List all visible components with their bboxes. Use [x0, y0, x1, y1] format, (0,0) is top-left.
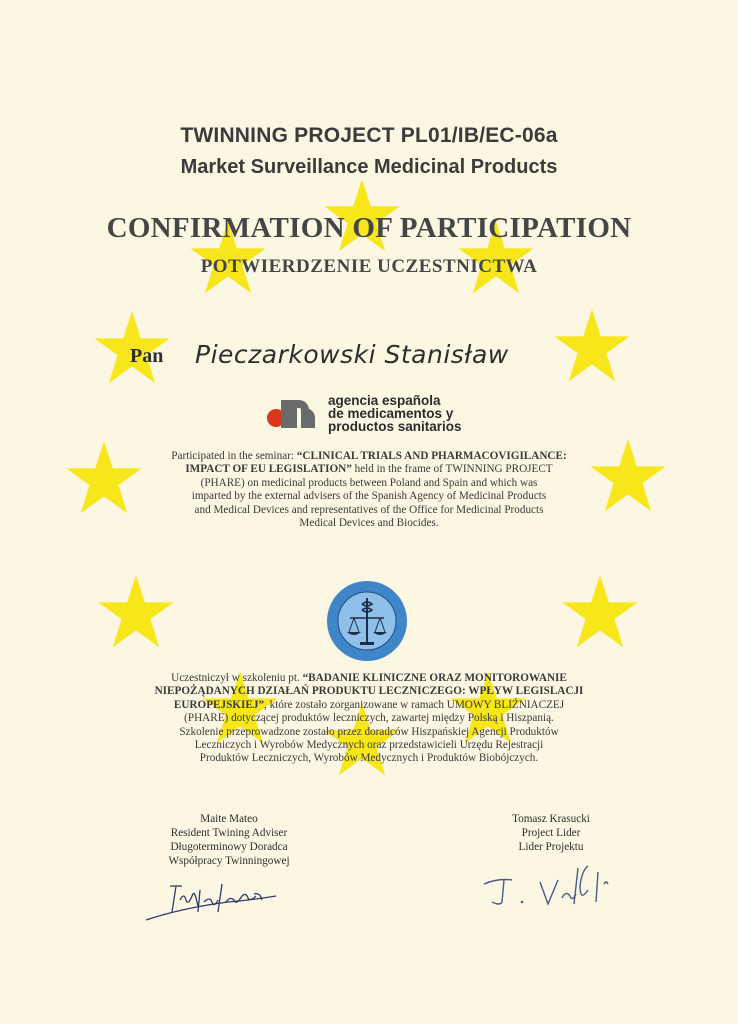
salutation: Pan: [130, 345, 164, 367]
participant-name: Pieczarkowski Stanisław: [195, 340, 509, 369]
agency-name-line1: agencia española: [328, 393, 441, 408]
seminar-title-pl-end: EUROPEJSKIEJ”: [173, 698, 265, 711]
polish-line-3: [0, 699, 738, 712]
english-line-2: [0, 463, 738, 476]
english-line2-rest: held in the frame of TWINNING PROJECT: [351, 463, 553, 476]
signatory-role-left-1: Resident Twining Adviser: [170, 827, 288, 839]
agency-logo: [266, 393, 476, 437]
signature-right-icon: [478, 858, 638, 918]
signature-block-right: [466, 812, 636, 854]
signature-left-icon: [142, 872, 282, 928]
english-line-4: imparted by the external advisers of the Spanish Agency of Medicinal Products: [191, 490, 547, 503]
seminar-title-pl: “BADANIE KLINICZNE ORAZ MONITOROWANIE: [302, 672, 567, 684]
seminar-title-en-cont: IMPACT OF EU LEGISLATION”: [185, 463, 352, 476]
project-subtitle: Market Surveillance Medicinal Products: [180, 156, 558, 178]
project-title: TWINNING PROJECT PL01/IB/EC-06a: [180, 124, 558, 147]
english-line-5: and Medical Devices and representatives of the Office for Medicinal Products: [194, 503, 544, 516]
signatory-role-right-2: Lider Projektu: [518, 841, 584, 853]
english-line1-prefix: Participated in the seminar:: [171, 450, 297, 462]
english-line-6: Medical Devices and Biocides.: [299, 517, 439, 530]
agency-logo-icon: [266, 396, 322, 432]
english-line-1: [0, 450, 738, 463]
certificate-title: CONFIRMATION OF PARTICIPATION: [106, 212, 632, 244]
polish-line-6: Leczniczych i Wyrobów Medycznych oraz przedstawicieli Urzędu Rejestracji: [194, 739, 544, 752]
polish-line-4: (PHARE) dotyczącej produktów leczniczych, zawartej między Polską i Hiszpanią.: [184, 712, 554, 725]
polish-line-7: Produktów Leczniczych, Wyrobów Medycznych i Produktów Biobójczych.: [199, 752, 539, 765]
polish-line-1: [0, 672, 738, 685]
agency-name-line3: productos sanitarios: [328, 419, 462, 434]
signatory-role-left-3: Współpracy Twinningowej: [168, 855, 290, 867]
polish-line3-rest: , które zostało zorganizowane w ramach UMOWY BLIŹNIACZEJ: [264, 698, 565, 711]
signatory-name-right: Tomasz Krasucki: [512, 813, 590, 825]
polish-paragraph: [0, 672, 738, 766]
seminar-title-en: “CLINICAL TRIALS AND PHARMACOVIGILANCE:: [296, 450, 567, 462]
polish-line-5: Szkolenie przeprowadzone zostało przez doradców Hiszpańskiej Agencji Produktów: [179, 725, 559, 738]
polish-line1-prefix: Uczestniczył w szkoleniu pt.: [171, 672, 303, 684]
signature-block-left: [134, 812, 324, 868]
polish-line-2: [0, 685, 738, 698]
signatory-name-left: Maite Mateo: [200, 813, 258, 825]
english-line-3: (PHARE) on medicinal products between Poland and Spain and which was: [200, 476, 538, 489]
seminar-title-pl-cont: NIEPOŻĄDANYCH DZIAŁAŃ PRODUKTU LECZNICZEGO: WPŁYW LEGISLACJI: [154, 685, 584, 698]
certificate-title-pl: POTWIERDZENIE UCZESTNICTWA: [200, 256, 538, 277]
agency-name-line2: de medicamentos y: [328, 406, 454, 421]
signatory-role-left-2: Długoterminowy Doradca: [170, 841, 288, 853]
signatory-role-right-1: Project Lider: [521, 827, 581, 839]
english-paragraph: [0, 450, 738, 530]
office-seal-icon: [326, 580, 408, 662]
